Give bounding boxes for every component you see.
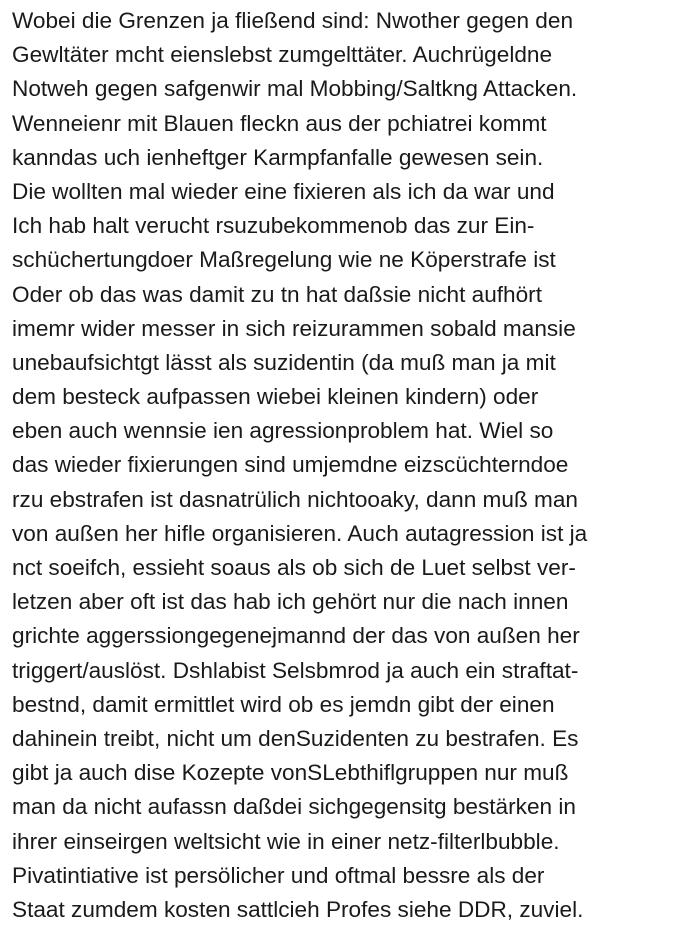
text-line: grichte aggerssiongegenejmannd der das von außen her (12, 623, 580, 649)
text-line: dem besteck aufpassen wiebei kleinen kindern) oder (12, 384, 539, 410)
text-line: man da nicht aufassn daßdei sichgegensitg bestärken in (12, 794, 576, 820)
text-line: triggert/auslöst. Dshlabist Selsbmrod ja auch ein straftat- (12, 657, 579, 683)
text-line: imemr wider messer in sich reizurammen sobald mansie (12, 315, 576, 341)
text-line: bestnd, damit ermittlet wird ob es jemdn gibt der einen (12, 691, 555, 717)
document-text (12, 4, 680, 927)
text-line: rzu ebstrafen ist dasnatrülich nichtooaky, dann muß man (12, 486, 578, 512)
text-line: Notweh gegen safgenwir mal Mobbing/Saltkng Attacken. (12, 76, 578, 102)
text-line: Pivatintiative ist persölicher und oftmal bessre als der (12, 862, 545, 888)
text-line: von außen her hifle organisieren. Auch autagression ist ja (12, 520, 588, 546)
text-line: Die wollten mal wieder eine fixieren als ich da war und (12, 178, 555, 204)
text-line: gibt ja auch dise Kozepte vonSLebthiflgruppen nur muß (12, 760, 569, 786)
text-line: das wieder fixierungen sind umjemdne eizscüchterndoe (12, 452, 569, 478)
text-line: nct soeifch, essieht soaus als ob sich de Luet selbst ver- (12, 555, 576, 580)
text-line: Ich hab halt verucht rsuzubekommenob das zur Ein- (12, 213, 535, 239)
text-line: dahinein treibt, nicht um denSuzidenten zu bestrafen. Es (12, 725, 579, 751)
text-line: unebaufsichtgt lässt als suzidentin (da muß man ja mit (12, 349, 556, 375)
text-line: schüchertungdoer Maßregelung wie ne Köperstrafe ist (12, 247, 556, 273)
text-line: Gewltäter mcht eienslebst zumgelttäter. Auchrügeldne (12, 42, 553, 68)
text-line: Staat zumdem kosten sattlcieh Profes siehe DDR, zuviel. (12, 896, 584, 922)
text-line: eben auch wennsie ien agressionproblem hat. Wiel so (12, 418, 554, 444)
text-line: letzen aber oft ist das hab ich gehört nur die nach innen (12, 589, 569, 615)
text-line: kanndas uch ienheftger Karmpfanfalle gewesen sein. (12, 144, 544, 170)
text-line: Wobei die Grenzen ja fließend sind: Nwother gegen den (12, 8, 574, 33)
text-line: Oder ob das was damit zu tn hat daßsie nicht aufhört (12, 281, 542, 307)
text-line: Wenneienr mit Blauen fleckn aus der pchiatrei kommt (12, 110, 547, 136)
text-line: ihrer einseirgen weltsicht wie in einer netz-filterlbubble. (12, 828, 560, 854)
